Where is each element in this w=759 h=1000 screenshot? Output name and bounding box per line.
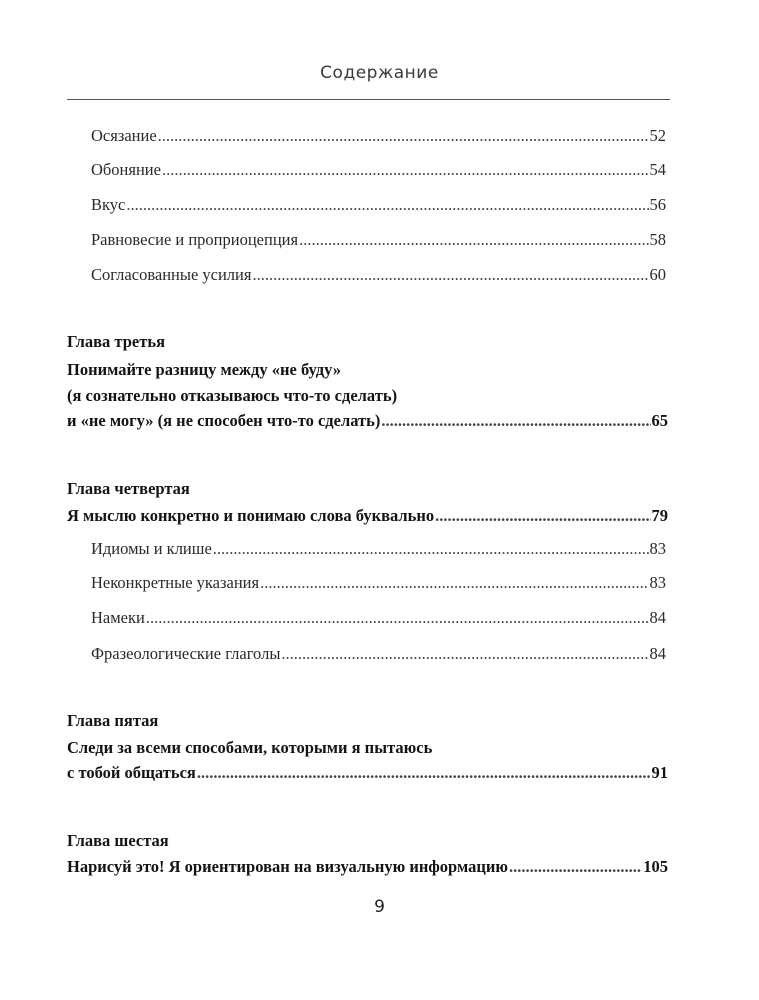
- toc-entry-page: 56: [649, 195, 666, 214]
- chapter-5-entry[interactable]: [67, 763, 668, 783]
- dot-leader: [299, 230, 648, 250]
- chapter-6-page: 105: [643, 857, 668, 876]
- dot-leader: [260, 573, 648, 593]
- dot-leader: [146, 608, 649, 628]
- toc-entry-idioms[interactable]: [91, 539, 666, 559]
- toc-entry-label: Обоняние: [91, 160, 161, 179]
- chapter-3-title-line-1[interactable]: Понимайте разницу между «не буду»: [67, 360, 342, 379]
- dot-leader: [252, 265, 648, 285]
- toc-entry-coordinated-effort[interactable]: [91, 265, 666, 285]
- toc-entry-smell[interactable]: [91, 160, 666, 180]
- chapter-3-title-line-3: и «не могу» (я не способен что-то сделать): [67, 411, 381, 430]
- toc-entry-label: Согласованные усилия: [91, 265, 252, 284]
- toc-entry-taste[interactable]: [91, 195, 666, 215]
- toc-entry-page: 83: [649, 573, 666, 592]
- chapter-5-heading: Глава пятая: [67, 711, 159, 730]
- chapter-3-title-line-2[interactable]: (я сознательно отказываюсь что-то сделать): [67, 386, 398, 405]
- chapter-3-entry[interactable]: [67, 411, 668, 431]
- running-header: Содержание: [320, 63, 439, 83]
- toc-entry-page: 54: [649, 160, 666, 179]
- toc-entry-label: Намеки: [91, 608, 145, 627]
- chapter-5-title-line-2: с тобой общаться: [67, 763, 196, 782]
- dot-leader: [435, 506, 650, 526]
- chapter-3-heading: Глава третья: [67, 332, 165, 351]
- toc-entry-page: 83: [649, 539, 666, 558]
- toc-entry-page: 52: [649, 126, 666, 145]
- header-rule: [67, 99, 670, 100]
- dot-leader: [509, 857, 642, 877]
- toc-entry-balance[interactable]: [91, 230, 666, 250]
- dot-leader: [197, 763, 651, 783]
- chapter-4-page: 79: [651, 506, 668, 525]
- toc-entry-label: Неконкретные указания: [91, 573, 260, 592]
- dot-leader: [126, 195, 648, 215]
- chapter-5-title-line-1[interactable]: Следи за всеми способами, которыми я пытаюсь: [67, 738, 433, 757]
- dot-leader: [281, 644, 648, 664]
- chapter-6-title: Нарисуй это! Я ориентирован на визуальную информацию: [67, 857, 508, 876]
- chapter-4-title: Я мыслю конкретно и понимаю слова буквально: [67, 506, 435, 525]
- chapter-5-page: 91: [651, 763, 668, 782]
- toc-entry-touch[interactable]: [91, 126, 666, 146]
- toc-entry-label: Равновесие и проприоцепция: [91, 230, 299, 249]
- toc-entry-label: Осязание: [91, 126, 157, 145]
- chapter-6-entry[interactable]: [67, 857, 668, 877]
- toc-entry-page: 60: [649, 265, 666, 284]
- toc-entry-page: 84: [649, 644, 666, 663]
- dot-leader: [213, 539, 649, 559]
- toc-entry-label: Вкус: [91, 195, 126, 214]
- toc-entry-phrasal-verbs[interactable]: [91, 644, 666, 664]
- chapter-3-page: 65: [651, 411, 668, 430]
- dot-leader: [381, 411, 650, 431]
- chapter-6-heading: Глава шестая: [67, 831, 169, 850]
- dot-leader: [158, 126, 649, 146]
- chapter-4-heading: Глава четвертая: [67, 479, 190, 498]
- toc-entry-label: Идиомы и клише: [91, 539, 212, 558]
- toc-entry-page: 58: [649, 230, 666, 249]
- dot-leader: [162, 160, 649, 180]
- toc-entry-page: 84: [649, 608, 666, 627]
- toc-entry-label: Фразеологические глаголы: [91, 644, 281, 663]
- toc-entry-vague-instructions[interactable]: [91, 573, 666, 593]
- toc-entry-hints[interactable]: [91, 608, 666, 628]
- chapter-4-entry[interactable]: [67, 506, 668, 526]
- page-number: 9: [374, 897, 385, 917]
